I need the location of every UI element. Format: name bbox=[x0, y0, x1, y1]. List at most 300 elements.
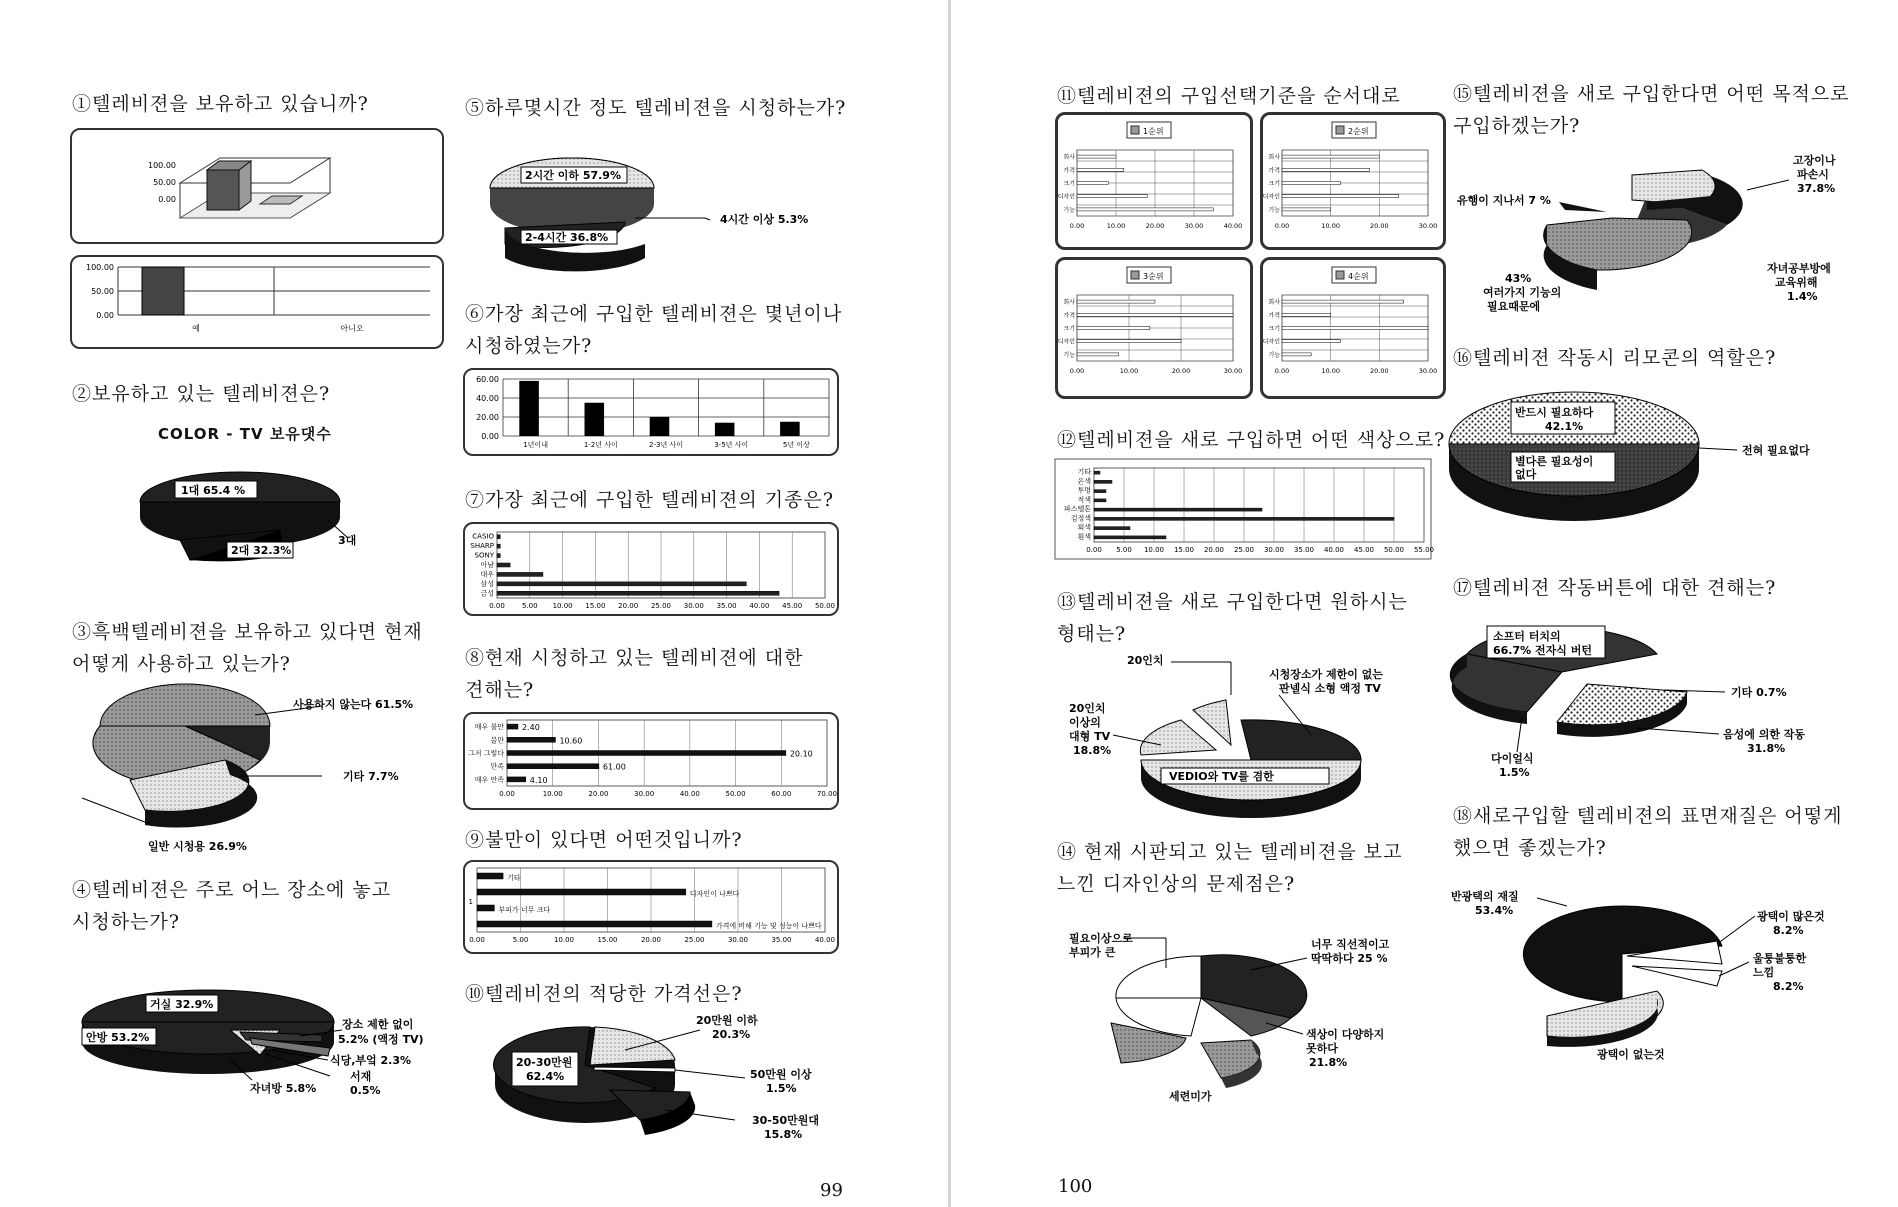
q8-ylabel: 매우 만족 bbox=[474, 775, 504, 784]
q12-bar bbox=[1094, 508, 1262, 511]
q9-bar-label: 가격에 비해 기능 및 성능이 나쁘다 bbox=[715, 922, 822, 930]
q3-title-line1: ③흑백텔레비젼을 보유하고 있다면 현재 bbox=[72, 621, 423, 643]
q14-slice-3-line2: 못하다 bbox=[1306, 1042, 1338, 1055]
q7-bar bbox=[497, 582, 746, 586]
q11-legend-label: 4순위 bbox=[1348, 272, 1369, 281]
q16-slice-1-line1: 별다른 필요성이 bbox=[1515, 455, 1594, 468]
q4-slice-1: 거실 32.9% bbox=[150, 998, 214, 1011]
q1-tick-0: 0.00 bbox=[96, 311, 114, 320]
q11-panel-chart bbox=[1260, 112, 1456, 252]
q7-xtick: 45.00 bbox=[782, 602, 803, 610]
q6-bar bbox=[780, 422, 800, 436]
q11-title: ⑪텔레비젼의 구입선택기준을 순서대로 bbox=[1057, 85, 1401, 107]
q7-ylabel: CASIO bbox=[472, 532, 494, 541]
q10-slice-3-line1: 50만원 이상 bbox=[750, 1068, 812, 1081]
q6-tick-40: 40.00 bbox=[476, 394, 499, 403]
q11-ylabel: 디자인 bbox=[1262, 338, 1280, 346]
q8-xtick: 30.00 bbox=[634, 790, 655, 798]
q11-xtick: 20.00 bbox=[1370, 367, 1389, 375]
right-page bbox=[951, 0, 1898, 1207]
q11-bar bbox=[1077, 182, 1108, 185]
q13-slice-2-line1: 20인치 bbox=[1069, 702, 1106, 715]
q6-xlabel: 3-5년 사이 bbox=[714, 441, 749, 449]
q11-legend-swatch bbox=[1336, 271, 1344, 279]
q11-xtick: 20.00 bbox=[1370, 222, 1389, 230]
q7-xtick: 50.00 bbox=[814, 602, 836, 610]
q4-slice-3-line1: 장소 제한 없이 bbox=[342, 1018, 414, 1031]
q6-xlabel: 1년이내 bbox=[523, 441, 548, 449]
q7-bar bbox=[497, 563, 510, 567]
q3-slice-2: 기타 7.7% bbox=[343, 770, 399, 783]
q11-xtick: 0.00 bbox=[1274, 367, 1290, 375]
q9-xtick: 5.00 bbox=[512, 936, 529, 944]
q7-bar-chart bbox=[463, 522, 839, 616]
q12-xtick: 15.00 bbox=[1173, 546, 1195, 554]
q11-ylabel: 회사 bbox=[1063, 299, 1075, 307]
q8-ylabel: 불만 bbox=[490, 736, 504, 745]
q6-xlabel: 5년 이상 bbox=[782, 441, 810, 449]
q16-title: ⑯텔레비젼 작동시 리모콘의 역할은? bbox=[1453, 347, 1777, 369]
q8-bar bbox=[507, 737, 555, 742]
q12-bar bbox=[1094, 536, 1166, 539]
q11-xtick: 30.00 bbox=[1418, 367, 1438, 375]
q9-title: ⑨불만이 있다면 어떤것입니까? bbox=[465, 829, 743, 851]
q1-3d-chart bbox=[70, 128, 444, 244]
q2-slice-3: 3대 bbox=[338, 534, 357, 547]
q7-xtick: 35.00 bbox=[716, 602, 737, 610]
q8-data-label: 2.40 bbox=[521, 723, 540, 733]
q18-slice-1-line1: 반광택의 재질 bbox=[1451, 890, 1519, 903]
q18-slice-3-line2: 느낌 bbox=[1753, 966, 1775, 979]
q11-ylabel: 디자인 bbox=[1057, 338, 1075, 346]
q6-xlabel: 1-2년 사이 bbox=[583, 441, 618, 449]
q11-ylabel: 가격 bbox=[1063, 312, 1075, 320]
q11-bar bbox=[1282, 168, 1370, 171]
q9-bar bbox=[477, 905, 494, 911]
q6-title-line1: ⑥가장 최근에 구입한 텔레비젼은 몇년이나 bbox=[465, 303, 843, 325]
q7-bar bbox=[497, 591, 779, 595]
q11-bar bbox=[1282, 208, 1331, 211]
q6-bar bbox=[650, 417, 670, 436]
q11-ylabel: 크기 bbox=[1268, 180, 1280, 188]
q8-data-label: 61.00 bbox=[602, 762, 626, 772]
q9-bar bbox=[477, 889, 686, 895]
q8-ylabel: 만족 bbox=[490, 762, 504, 771]
q4-pie bbox=[80, 990, 450, 1120]
q4-title-line1: ④텔레비젼은 주로 어느 장소에 놓고 bbox=[72, 879, 392, 901]
q10-slice-3-line2: 1.5% bbox=[766, 1082, 797, 1095]
q9-xtick: 30.00 bbox=[727, 936, 749, 944]
q6-xlabel: 2-3년 사이 bbox=[649, 441, 683, 449]
q11-xtick: 20.00 bbox=[1171, 367, 1191, 375]
q10-slice-2-line1: 20만원 이하 bbox=[696, 1014, 758, 1027]
q11-bar bbox=[1077, 155, 1116, 158]
q8-bar bbox=[507, 777, 526, 782]
q11-panel-chart bbox=[1055, 257, 1251, 397]
q13-slice-2-line4: 18.8% bbox=[1073, 744, 1112, 757]
q11-bar bbox=[1077, 340, 1181, 343]
q11-legend-label: 2순위 bbox=[1348, 127, 1369, 136]
q12-ylabel: 은색 bbox=[1077, 477, 1091, 486]
q11-ylabel: 기능 bbox=[1063, 351, 1075, 359]
q4-slice-5-line1: 서재 bbox=[350, 1070, 372, 1083]
q2-slice-1: 1대 65.4 % bbox=[181, 484, 246, 497]
q17-slice-1-line1: 소프터 터치의 bbox=[1493, 630, 1561, 643]
q1-3d-tick-50: 50.00 bbox=[153, 178, 176, 187]
q11-legend-swatch bbox=[1131, 271, 1139, 279]
q7-ylabel: 아남 bbox=[480, 561, 494, 569]
q1-bar-chart bbox=[70, 255, 444, 349]
q15-slice-4-line1: 자녀공부방에 bbox=[1767, 262, 1831, 275]
q18-title-line1: ⑱새로구입할 텔레비젼의 표면재질은 어떻게 bbox=[1453, 805, 1843, 827]
q8-xtick: 50.00 bbox=[725, 790, 746, 798]
q11-bar bbox=[1282, 313, 1331, 316]
q3-slice-1: 사용하지 않는다 61.5% bbox=[293, 698, 414, 711]
q9-bar bbox=[477, 921, 712, 927]
q7-xtick: 20.00 bbox=[618, 602, 639, 610]
q7-xtick: 40.00 bbox=[749, 602, 770, 610]
q7-ylabel: 대우 bbox=[480, 570, 494, 579]
q2-pie bbox=[130, 462, 370, 582]
q18-slice-3-line3: 8.2% bbox=[1773, 980, 1804, 993]
q12-xtick: 0.00 bbox=[1086, 546, 1102, 554]
q11-ylabel: 디자인 bbox=[1262, 193, 1280, 201]
q18-slice-3-line1: 울퉁불퉁한 bbox=[1753, 952, 1807, 965]
q11-bar bbox=[1077, 208, 1214, 211]
q11-legend-swatch bbox=[1336, 126, 1344, 134]
q12-bar bbox=[1094, 471, 1100, 474]
q12-xtick: 5.00 bbox=[1116, 546, 1132, 554]
q16-slice-1-line2: 없다 bbox=[1515, 468, 1537, 481]
q15-title-line1: ⑮텔레비젼을 새로 구입한다면 어떤 목적으로 bbox=[1453, 83, 1850, 105]
q11-legend-swatch bbox=[1131, 126, 1139, 134]
q11-ylabel: 크기 bbox=[1268, 325, 1280, 333]
page-number-right: 100 bbox=[1058, 1176, 1093, 1197]
q11-xtick: 10.00 bbox=[1321, 367, 1340, 375]
q10-slice-4-line2: 15.8% bbox=[764, 1128, 803, 1141]
q1-title: ①텔레비젼을 보유하고 있습니까? bbox=[72, 93, 369, 115]
q12-bar bbox=[1094, 480, 1112, 483]
q13-slice-3-line1: 시청장소가 제한이 없는 bbox=[1269, 668, 1383, 681]
q12-xtick: 20.00 bbox=[1203, 546, 1225, 554]
q16-slice-3: 전혀 필요없다 bbox=[1742, 444, 1810, 457]
q14-slice-1-line1: 필요이상으로 bbox=[1069, 932, 1133, 945]
q11-ylabel: 가격 bbox=[1063, 167, 1075, 175]
q6-tick-60: 60.00 bbox=[476, 375, 499, 384]
q9-xtick: 40.00 bbox=[814, 936, 836, 944]
q18-pie bbox=[1447, 886, 1847, 1066]
q11-ylabel: 기능 bbox=[1268, 351, 1280, 359]
q7-ylabel: 삼성 bbox=[480, 579, 494, 588]
q7-xtick: 0.00 bbox=[489, 602, 505, 610]
q13-title-line1: ⑬텔레비젼을 새로 구입한다면 원하시는 bbox=[1057, 591, 1408, 613]
q18-slice-2-line2: 8.2% bbox=[1773, 924, 1804, 937]
q11-ylabel: 크기 bbox=[1063, 325, 1075, 333]
q7-xtick: 30.00 bbox=[683, 602, 704, 610]
q14-title-line1: ⑭ 현재 시판되고 있는 텔레비젼을 보고 bbox=[1057, 841, 1403, 863]
q7-xtick: 25.00 bbox=[650, 602, 672, 610]
q15-slice-1-line1: 고장이나 bbox=[1793, 154, 1836, 167]
q12-xtick: 40.00 bbox=[1323, 546, 1345, 554]
q8-xtick: 10.00 bbox=[542, 790, 563, 798]
q4-slice-3-line2: 5.2% (액정 TV) bbox=[338, 1033, 424, 1046]
q8-data-label: 10.60 bbox=[559, 736, 583, 746]
q12-xtick: 10.00 bbox=[1143, 546, 1165, 554]
q8-bar bbox=[507, 764, 599, 769]
q6-tick-20: 20.00 bbox=[476, 413, 499, 422]
q1-bar-yes bbox=[142, 267, 184, 315]
q15-slice-2: 유행이 지나서 7 % bbox=[1457, 194, 1551, 207]
q8-xtick: 70.00 bbox=[816, 790, 838, 798]
q17-slice-3-line2: 1.5% bbox=[1499, 766, 1530, 779]
q4-title-line2: 시청하는가? bbox=[72, 911, 180, 933]
q8-title-line1: ⑧현재 시청하고 있는 텔레비젼에 대한 bbox=[465, 647, 804, 669]
q11-xtick: 40.00 bbox=[1223, 222, 1243, 230]
q12-bar-chart bbox=[1054, 458, 1434, 562]
q14-slice-3-line3: 21.8% bbox=[1309, 1056, 1348, 1069]
q11-ylabel: 크기 bbox=[1063, 180, 1075, 188]
q12-xtick: 45.00 bbox=[1353, 546, 1375, 554]
q11-xtick: 30.00 bbox=[1418, 222, 1438, 230]
q6-bar-chart bbox=[463, 368, 839, 456]
page-number-left: 99 bbox=[820, 1180, 843, 1201]
q13-slice-2-line3: 대형 TV bbox=[1069, 730, 1111, 743]
q7-bar bbox=[497, 572, 543, 576]
q9-xtick: 0.00 bbox=[469, 936, 485, 944]
q11-xtick: 0.00 bbox=[1069, 367, 1085, 375]
q5-pie bbox=[485, 148, 855, 260]
q11-bar bbox=[1077, 195, 1147, 198]
q11-ylabel: 디자인 bbox=[1057, 193, 1075, 201]
q11-xtick: 0.00 bbox=[1274, 222, 1290, 230]
q7-xtick: 5.00 bbox=[522, 602, 538, 610]
q12-bar bbox=[1094, 499, 1106, 502]
q12-xtick: 30.00 bbox=[1263, 546, 1285, 554]
q15-slice-1-line2: 파손시 bbox=[1797, 168, 1829, 181]
q11-ylabel: 가격 bbox=[1268, 312, 1280, 320]
q9-bar-label: 기타 bbox=[507, 874, 521, 882]
q12-bar bbox=[1094, 527, 1130, 530]
q5-slice-3: 4시간 이상 5.3% bbox=[720, 213, 809, 226]
q18-slice-4: 광택이 없는것 bbox=[1597, 1048, 1665, 1061]
q11-bar bbox=[1282, 300, 1404, 303]
q12-xtick: 50.00 bbox=[1383, 546, 1405, 554]
q8-title-line2: 견해는? bbox=[465, 679, 535, 701]
q4-slice-6: 자녀방 5.8% bbox=[250, 1082, 317, 1095]
q5-slice-1: 2시간 이하 57.9% bbox=[525, 169, 621, 182]
q12-ylabel: 흰색 bbox=[1077, 532, 1091, 541]
q13-slice-4: VEDIO와 TV를 겸한 bbox=[1169, 770, 1274, 783]
q11-ylabel: 가격 bbox=[1268, 167, 1280, 175]
q11-xtick: 0.00 bbox=[1069, 222, 1085, 230]
q11-ylabel: 기능 bbox=[1063, 206, 1075, 214]
q6-bar bbox=[519, 381, 539, 436]
q10-slice-1-line1: 20-30만원 bbox=[516, 1056, 573, 1069]
q12-ylabel: 투명 bbox=[1077, 486, 1091, 495]
q13-pie bbox=[1051, 650, 1441, 830]
q1-tick-50: 50.00 bbox=[91, 287, 114, 296]
q14-slice-1-line2: 부피가 큰 bbox=[1069, 946, 1116, 959]
q7-title: ⑦가장 최근에 구입한 텔레비젼의 기종은? bbox=[465, 489, 835, 511]
q11-xtick: 20.00 bbox=[1145, 222, 1165, 230]
q15-title-line2: 구입하겠는가? bbox=[1453, 115, 1581, 137]
q12-xtick: 25.00 bbox=[1233, 546, 1255, 554]
q13-slice-1: 20인치 bbox=[1127, 654, 1164, 667]
q8-xtick: 20.00 bbox=[588, 790, 609, 798]
q1-3d-tick-0: 0.00 bbox=[158, 195, 176, 204]
q4-slice-4: 식당,부엌 2.3% bbox=[330, 1054, 412, 1067]
q15-slice-1-line3: 37.8% bbox=[1797, 182, 1836, 195]
q9-bar-chart bbox=[463, 860, 839, 954]
q12-bar bbox=[1094, 517, 1394, 520]
q6-tick-0: 0.00 bbox=[481, 432, 499, 441]
q15-pie bbox=[1447, 150, 1847, 320]
q6-bar bbox=[585, 403, 605, 436]
q15-slice-3-line3: 필요때문에 bbox=[1487, 300, 1541, 313]
q14-pie bbox=[1051, 928, 1451, 1108]
q12-ylabel: 회색 bbox=[1077, 523, 1091, 532]
q5-slice-2: 2-4시간 36.8% bbox=[525, 231, 609, 244]
q11-ylabel: 회사 bbox=[1268, 299, 1280, 307]
q11-bar bbox=[1077, 168, 1124, 171]
q15-slice-4-line2: 교육위해 bbox=[1775, 276, 1818, 289]
q9-bar-label: 디자인이 나쁘다 bbox=[689, 890, 740, 898]
q16-slice-2-line1: 반드시 필요하다 bbox=[1515, 406, 1594, 419]
q13-slice-3-line2: 판넬식 소형 액정 TV bbox=[1279, 682, 1381, 695]
q17-slice-1-line2: 66.7% 전자식 버턴 bbox=[1493, 644, 1592, 657]
q11-xtick: 10.00 bbox=[1106, 222, 1126, 230]
q12-plot-area bbox=[1094, 468, 1424, 542]
q18-title-line2: 했으면 좋겠는가? bbox=[1453, 837, 1607, 859]
q18-slice-2-line1: 광택이 많은것 bbox=[1757, 910, 1825, 923]
q8-xtick: 40.00 bbox=[679, 790, 700, 798]
q6-title-line2: 시청하였는가? bbox=[465, 335, 593, 357]
q11-xtick: 10.00 bbox=[1119, 367, 1139, 375]
q10-slice-1-line2: 62.4% bbox=[526, 1070, 565, 1083]
q2-subtitle: COLOR - TV 보유댓수 bbox=[158, 425, 332, 443]
q15-slice-3-line2: 여러가지 기능의 bbox=[1483, 286, 1562, 299]
q16-pie bbox=[1447, 384, 1847, 544]
q11-panel-chart bbox=[1260, 257, 1456, 397]
q11-bar bbox=[1282, 353, 1311, 356]
q11-ylabel: 회사 bbox=[1268, 154, 1280, 162]
q17-slice-3-line1: 다이얼식 bbox=[1491, 752, 1534, 765]
q12-xtick: 35.00 bbox=[1293, 546, 1315, 554]
q14-slice-4: 세련미가 bbox=[1169, 1090, 1212, 1103]
q7-ylabel: SONY bbox=[474, 551, 494, 560]
q17-pie bbox=[1447, 612, 1847, 792]
q7-bar bbox=[497, 535, 500, 539]
q1-tick-100: 100.00 bbox=[86, 263, 114, 272]
q17-slice-2-line2: 31.8% bbox=[1747, 742, 1786, 755]
q9-xtick: 20.00 bbox=[640, 936, 662, 944]
q11-ylabel: 기능 bbox=[1268, 206, 1280, 214]
q11-ylabel: 회사 bbox=[1063, 154, 1075, 162]
q12-xtick: 55.00 bbox=[1413, 546, 1435, 554]
q7-ylabel: 금성 bbox=[480, 589, 494, 598]
q16-slice-2-line2: 42.1% bbox=[1545, 420, 1584, 433]
q9-xtick: 15.00 bbox=[597, 936, 618, 944]
q11-bar bbox=[1077, 327, 1150, 330]
q17-title: ⑰텔레비젼 작동버튼에 대한 견해는? bbox=[1453, 577, 1777, 599]
q13-title-line2: 형태는? bbox=[1057, 623, 1127, 645]
q7-ylabel: SHARP bbox=[470, 542, 494, 551]
q10-pie bbox=[490, 1010, 850, 1150]
q7-bar bbox=[497, 554, 500, 558]
q15-slice-4-line3: 1.4% bbox=[1787, 290, 1818, 303]
q11-bar bbox=[1077, 353, 1119, 356]
q3-slice-3: 일반 시청용 26.9% bbox=[148, 840, 247, 853]
q8-data-label: 4.10 bbox=[529, 775, 548, 785]
q8-data-label: 20.10 bbox=[789, 749, 813, 759]
q14-title-line2: 느낀 디자인상의 문제점은? bbox=[1057, 873, 1296, 895]
q9-xtick: 10.00 bbox=[553, 936, 575, 944]
q10-slice-4-line1: 30-50만원대 bbox=[752, 1114, 820, 1127]
q11-xtick: 30.00 bbox=[1184, 222, 1204, 230]
q6-bar bbox=[715, 423, 735, 436]
q9-xtick: 35.00 bbox=[771, 936, 792, 944]
q7-bar bbox=[497, 544, 500, 548]
q12-ylabel: 파스텔톤 bbox=[1063, 505, 1091, 514]
q13-slice-2-line2: 이상의 bbox=[1069, 716, 1101, 729]
q10-slice-2-line2: 20.3% bbox=[712, 1028, 751, 1041]
q8-xtick: 0.00 bbox=[499, 790, 515, 798]
q1-cat-no: 아니오 bbox=[340, 324, 364, 333]
q12-bar bbox=[1094, 490, 1106, 493]
q1-3d-tick-100: 100.00 bbox=[148, 161, 176, 170]
q9-xtick: 25.00 bbox=[684, 936, 705, 944]
q8-ylabel: 그저 그렇다 bbox=[467, 749, 504, 758]
q11-bar bbox=[1282, 155, 1379, 158]
q14-slice-3-line1: 색상이 다양하지 bbox=[1306, 1028, 1385, 1041]
q17-slice-4: 기타 0.7% bbox=[1731, 686, 1787, 699]
q1-cat-yes: 예 bbox=[192, 324, 200, 333]
q7-xtick: 10.00 bbox=[552, 602, 573, 610]
q12-ylabel: 적색 bbox=[1077, 495, 1091, 504]
q2-title: ②보유하고 있는 텔레비젼은? bbox=[72, 383, 331, 405]
q11-bar bbox=[1077, 313, 1233, 316]
q14-slice-2-line2: 딱딱하다 25 % bbox=[1311, 952, 1388, 965]
q8-bar bbox=[507, 751, 786, 756]
q8-bar bbox=[507, 724, 518, 729]
q11-xtick: 30.00 bbox=[1223, 367, 1243, 375]
q11-xtick: 10.00 bbox=[1321, 222, 1340, 230]
q11-panel-chart bbox=[1055, 112, 1251, 252]
q3-pie bbox=[90, 680, 450, 860]
q11-bar bbox=[1282, 195, 1399, 198]
q5-title: ⑤하루몇시간 정도 텔레비젼을 시청하는가? bbox=[465, 97, 847, 119]
q8-ylabel: 매우 불만 bbox=[474, 723, 504, 732]
q12-ylabel: 기타 bbox=[1077, 468, 1091, 477]
q11-bar bbox=[1282, 182, 1340, 185]
q12-title: ⑫텔레비젼을 새로 구입하면 어떤 색상으로? bbox=[1057, 429, 1446, 451]
q15-slice-3-line1: 43% bbox=[1505, 272, 1532, 285]
q17-slice-2-line1: 음성에 의한 작동 bbox=[1723, 728, 1806, 741]
q10-title: ⑩텔레비젼의 적당한 가격선은? bbox=[465, 983, 743, 1005]
q4-slice-5-line2: 0.5% bbox=[350, 1084, 381, 1097]
q11-bar bbox=[1282, 327, 1428, 330]
q11-bar bbox=[1077, 300, 1155, 303]
q9-bar-label: 부피가 너무 크다 bbox=[498, 906, 551, 914]
q8-bar-chart bbox=[463, 712, 839, 810]
q11-bar bbox=[1282, 340, 1340, 343]
q11-legend-label: 1순위 bbox=[1143, 127, 1164, 136]
q7-xtick: 15.00 bbox=[585, 602, 606, 610]
q14-slice-2-line1: 너무 직선적이고 bbox=[1311, 938, 1390, 951]
q9-axis-category: 1 bbox=[468, 898, 473, 906]
q18-slice-1-line2: 53.4% bbox=[1475, 904, 1514, 917]
q11-legend-label: 3순위 bbox=[1143, 272, 1164, 281]
